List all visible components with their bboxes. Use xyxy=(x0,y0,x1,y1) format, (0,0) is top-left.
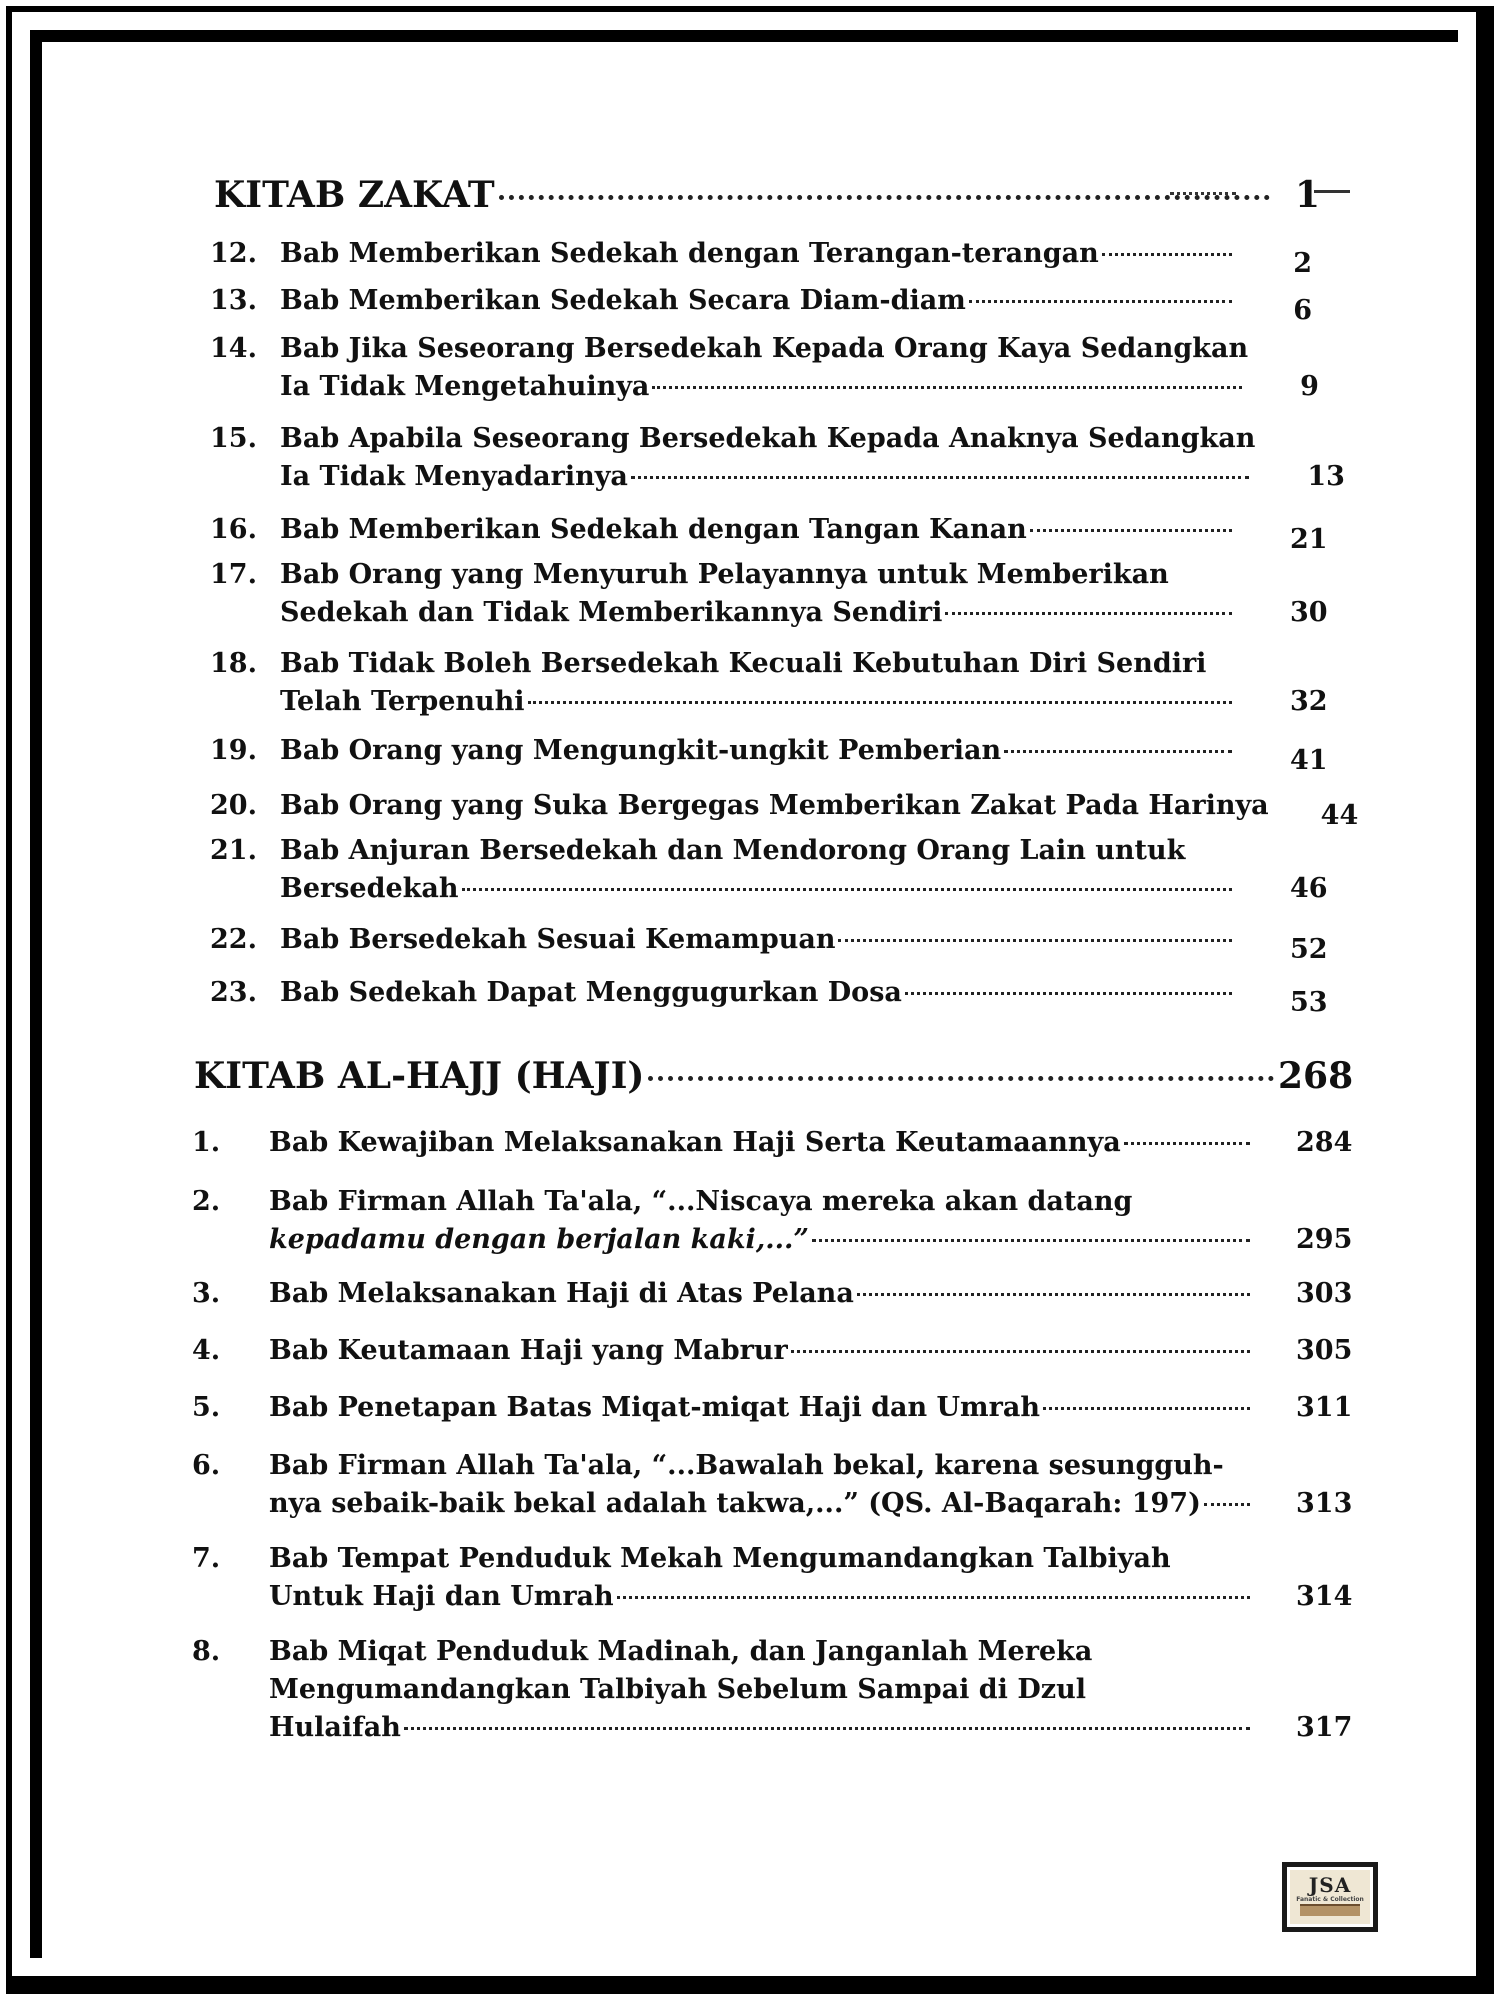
section-title: KITAB ZAKAT xyxy=(214,174,495,216)
leader-dots xyxy=(857,1293,1250,1296)
entry-title-line: kepadamu dengan berjalan kaki,...” xyxy=(269,1224,809,1255)
entry-title xyxy=(280,832,1238,908)
entry-title-line: Bab Bersedekah Sesuai Kemampuan xyxy=(280,924,836,955)
entry-title-line: Bab Memberikan Sedekah dengan Tangan Kanan xyxy=(280,514,1027,545)
entry-title xyxy=(280,732,1238,770)
entry-number: 14. xyxy=(210,333,257,364)
entry-page-number: 30 xyxy=(1290,597,1328,628)
section-page-number: 268 xyxy=(1278,1055,1354,1097)
entry-title-line: Mengumandangkan Talbiyah Sebelum Sampai di Dzul xyxy=(269,1674,1086,1705)
entry-number: 19. xyxy=(210,735,257,766)
leader-dots xyxy=(462,888,1233,891)
toc-entry-22[interactable] xyxy=(210,921,1328,969)
toc-entry-2[interactable] xyxy=(192,1183,1353,1259)
entry-page-number: 52 xyxy=(1290,934,1328,965)
entry-number: 23. xyxy=(210,977,257,1008)
entry-number: 13. xyxy=(210,285,257,316)
section-heading-zakat[interactable] xyxy=(214,174,1320,216)
entry-page-number: 2 xyxy=(1293,248,1312,279)
entry-title-line: Bab Keutamaan Haji yang Mabrur xyxy=(269,1335,788,1366)
entry-title-line: Ia Tidak Mengetahuinya xyxy=(280,371,650,402)
entry-title xyxy=(269,1540,1256,1616)
entry-title-line: Bab Kewajiban Melaksanakan Haji Serta Keutamaannya xyxy=(269,1127,1121,1158)
entry-page-number: 284 xyxy=(1296,1127,1353,1158)
entry-number: 4. xyxy=(192,1335,221,1366)
toc-entry-14[interactable] xyxy=(210,330,1319,406)
toc-entry-23[interactable] xyxy=(210,974,1328,1022)
entry-title-line: Bab Firman Allah Ta'ala, “...Niscaya mereka akan datang xyxy=(269,1186,1133,1217)
toc-entry-8[interactable] xyxy=(192,1633,1353,1747)
entry-title-line: nya sebaik-baik bekal adalah takwa,...” (QS. Al-Baqarah: 197) xyxy=(269,1488,1201,1519)
entry-title xyxy=(269,1447,1256,1523)
entry-number: 21. xyxy=(210,835,257,866)
entry-number: 2. xyxy=(192,1186,221,1217)
entry-title xyxy=(280,511,1238,549)
entry-title xyxy=(280,420,1255,496)
leader-dots xyxy=(648,1076,1274,1081)
entry-title-line: Bab Tidak Boleh Bersedekah Kecuali Kebutuhan Diri Sendiri xyxy=(280,648,1207,679)
entry-number: 16. xyxy=(210,514,257,545)
logo-text: JSA xyxy=(1308,1873,1352,1897)
leader-dots xyxy=(838,939,1232,942)
toc-entry-3[interactable] xyxy=(192,1275,1353,1313)
entry-number: 20. xyxy=(210,790,257,821)
entry-page-number: 53 xyxy=(1290,987,1328,1018)
entry-title-line: Bab Orang yang Menyuruh Pelayannya untuk Memberikan xyxy=(280,559,1169,590)
entry-title-line: Bab Jika Seseorang Bersedekah Kepada Orang Kaya Sedangkan xyxy=(280,333,1249,364)
entry-number: 7. xyxy=(192,1543,221,1574)
toc-entry-5[interactable] xyxy=(192,1389,1353,1427)
leader-dots xyxy=(1004,750,1232,753)
entry-number: 18. xyxy=(210,648,257,679)
entry-number: 22. xyxy=(210,924,257,955)
entry-title xyxy=(280,330,1248,406)
entry-number: 15. xyxy=(210,423,257,454)
entry-page-number: 317 xyxy=(1296,1712,1353,1743)
leader-dots xyxy=(905,992,1232,995)
jsa-logo xyxy=(1282,1862,1378,1932)
leader-dots xyxy=(631,476,1249,479)
entry-page-number: 32 xyxy=(1290,686,1328,717)
toc-entry-19[interactable] xyxy=(210,732,1328,780)
entry-title xyxy=(280,787,1269,825)
entry-title-line: Sedekah dan Tidak Memberikannya Sendiri xyxy=(280,597,943,628)
entry-title-line: Bersedekah xyxy=(280,873,459,904)
entry-page-number: 6 xyxy=(1293,295,1312,326)
leader-dots xyxy=(969,300,1232,303)
leader-dots xyxy=(1124,1142,1250,1145)
entry-number: 8. xyxy=(192,1636,221,1667)
entry-title xyxy=(269,1633,1256,1747)
entry-title-line: Bab Sedekah Dapat Menggugurkan Dosa xyxy=(280,977,902,1008)
leader-dots xyxy=(1102,253,1232,256)
toc-entry-17[interactable] xyxy=(210,556,1328,632)
entry-number: 5. xyxy=(192,1392,221,1423)
leader-dots xyxy=(404,1727,1250,1730)
entry-page-number: 305 xyxy=(1296,1335,1353,1366)
leader-dots xyxy=(528,701,1232,704)
toc-entry-1[interactable] xyxy=(192,1124,1353,1162)
entry-title-line: Bab Memberikan Sedekah Secara Diam-diam xyxy=(280,285,966,316)
leader-dots xyxy=(1030,529,1232,532)
leader-dots xyxy=(1043,1407,1250,1410)
entry-title-line: Telah Terpenuhi xyxy=(280,686,525,717)
toc-entry-18[interactable] xyxy=(210,645,1328,721)
entry-page-number: 313 xyxy=(1296,1488,1353,1519)
leader-dots xyxy=(945,612,1232,615)
section-heading-haji[interactable] xyxy=(194,1055,1354,1097)
toc-entry-21[interactable] xyxy=(210,832,1328,908)
leader-dots xyxy=(1204,1503,1250,1506)
entry-title-line: Ia Tidak Menyadarinya xyxy=(280,461,628,492)
entry-title xyxy=(269,1389,1256,1427)
entry-page-number: 295 xyxy=(1296,1224,1353,1255)
table-of-contents-page xyxy=(42,42,1458,1958)
entry-title xyxy=(269,1332,1256,1370)
entry-page-number: 21 xyxy=(1290,524,1328,555)
entry-number: 1. xyxy=(192,1127,221,1158)
entry-title xyxy=(269,1183,1256,1259)
toc-entry-7[interactable] xyxy=(192,1540,1353,1616)
entry-title xyxy=(280,282,1238,320)
leader-dots xyxy=(617,1596,1250,1599)
logo-background xyxy=(1290,1870,1370,1924)
keyboard-icon xyxy=(1300,1904,1360,1916)
entry-page-number: 314 xyxy=(1296,1581,1353,1612)
entry-title xyxy=(280,235,1238,273)
toc-entry-12[interactable] xyxy=(210,235,1312,283)
entry-number: 17. xyxy=(210,559,257,590)
entry-title-line: Bab Penetapan Batas Miqat-miqat Haji dan Umrah xyxy=(269,1392,1040,1423)
toc-entry-4[interactable] xyxy=(192,1332,1353,1370)
entry-title xyxy=(269,1275,1256,1313)
section-page-number: 1 xyxy=(1294,174,1320,216)
entry-page-number: 311 xyxy=(1296,1392,1353,1423)
entry-title-line: Bab Orang yang Mengungkit-ungkit Pemberian xyxy=(280,735,1002,766)
entry-page-number: 46 xyxy=(1290,873,1328,904)
entry-title-line: Bab Memberikan Sedekah dengan Terangan-terangan xyxy=(280,238,1099,269)
entry-title-line: Bab Orang yang Suka Bergegas Memberikan Zakat Pada Harinya xyxy=(280,790,1269,821)
entry-page-number: 13 xyxy=(1307,461,1345,492)
toc-entry-6[interactable] xyxy=(192,1447,1353,1523)
leader-dots xyxy=(791,1350,1250,1353)
entry-title-line: Bab Tempat Penduduk Mekah Mengumandangkan Talbiyah xyxy=(269,1543,1171,1574)
logo-subtitle: Fanatic & Collection xyxy=(1296,1896,1364,1903)
toc-entry-16[interactable] xyxy=(210,511,1328,559)
entry-title-line: Bab Anjuran Bersedekah dan Mendorong Orang Lain untuk xyxy=(280,835,1186,866)
entry-title xyxy=(280,556,1238,632)
toc-entry-20[interactable] xyxy=(210,787,1359,835)
entry-title-line: Untuk Haji dan Umrah xyxy=(269,1581,614,1612)
entry-page-number: 41 xyxy=(1290,745,1328,776)
section-title: KITAB AL-HAJJ (HAJI) xyxy=(194,1055,645,1097)
leader-dots xyxy=(499,195,1270,200)
entry-title-line: Hulaifah xyxy=(269,1712,401,1743)
entry-title-line: Bab Apabila Seseorang Bersedekah Kepada Anaknya Sedangkan xyxy=(280,423,1256,454)
entry-title xyxy=(280,974,1238,1012)
leader-dots xyxy=(812,1239,1250,1242)
entry-title-line: Bab Miqat Penduduk Madinah, dan Janganlah Mereka xyxy=(269,1636,1093,1667)
entry-page-number: 303 xyxy=(1296,1278,1353,1309)
entry-page-number: 44 xyxy=(1320,800,1359,831)
entry-page-number: 9 xyxy=(1300,371,1319,402)
entry-number: 6. xyxy=(192,1450,221,1481)
entry-title-line: Bab Melaksanakan Haji di Atas Pelana xyxy=(269,1278,854,1309)
toc-entry-13[interactable] xyxy=(210,282,1312,330)
entry-number: 12. xyxy=(210,238,257,269)
toc-entry-15[interactable] xyxy=(210,420,1345,496)
entry-number: 3. xyxy=(192,1278,221,1309)
leader-dots xyxy=(652,386,1242,389)
entry-title xyxy=(280,921,1238,959)
entry-title-line: Bab Firman Allah Ta'ala, “...Bawalah bekal, karena sesungguh- xyxy=(269,1450,1224,1481)
entry-title xyxy=(280,645,1238,721)
entry-title xyxy=(269,1124,1256,1162)
